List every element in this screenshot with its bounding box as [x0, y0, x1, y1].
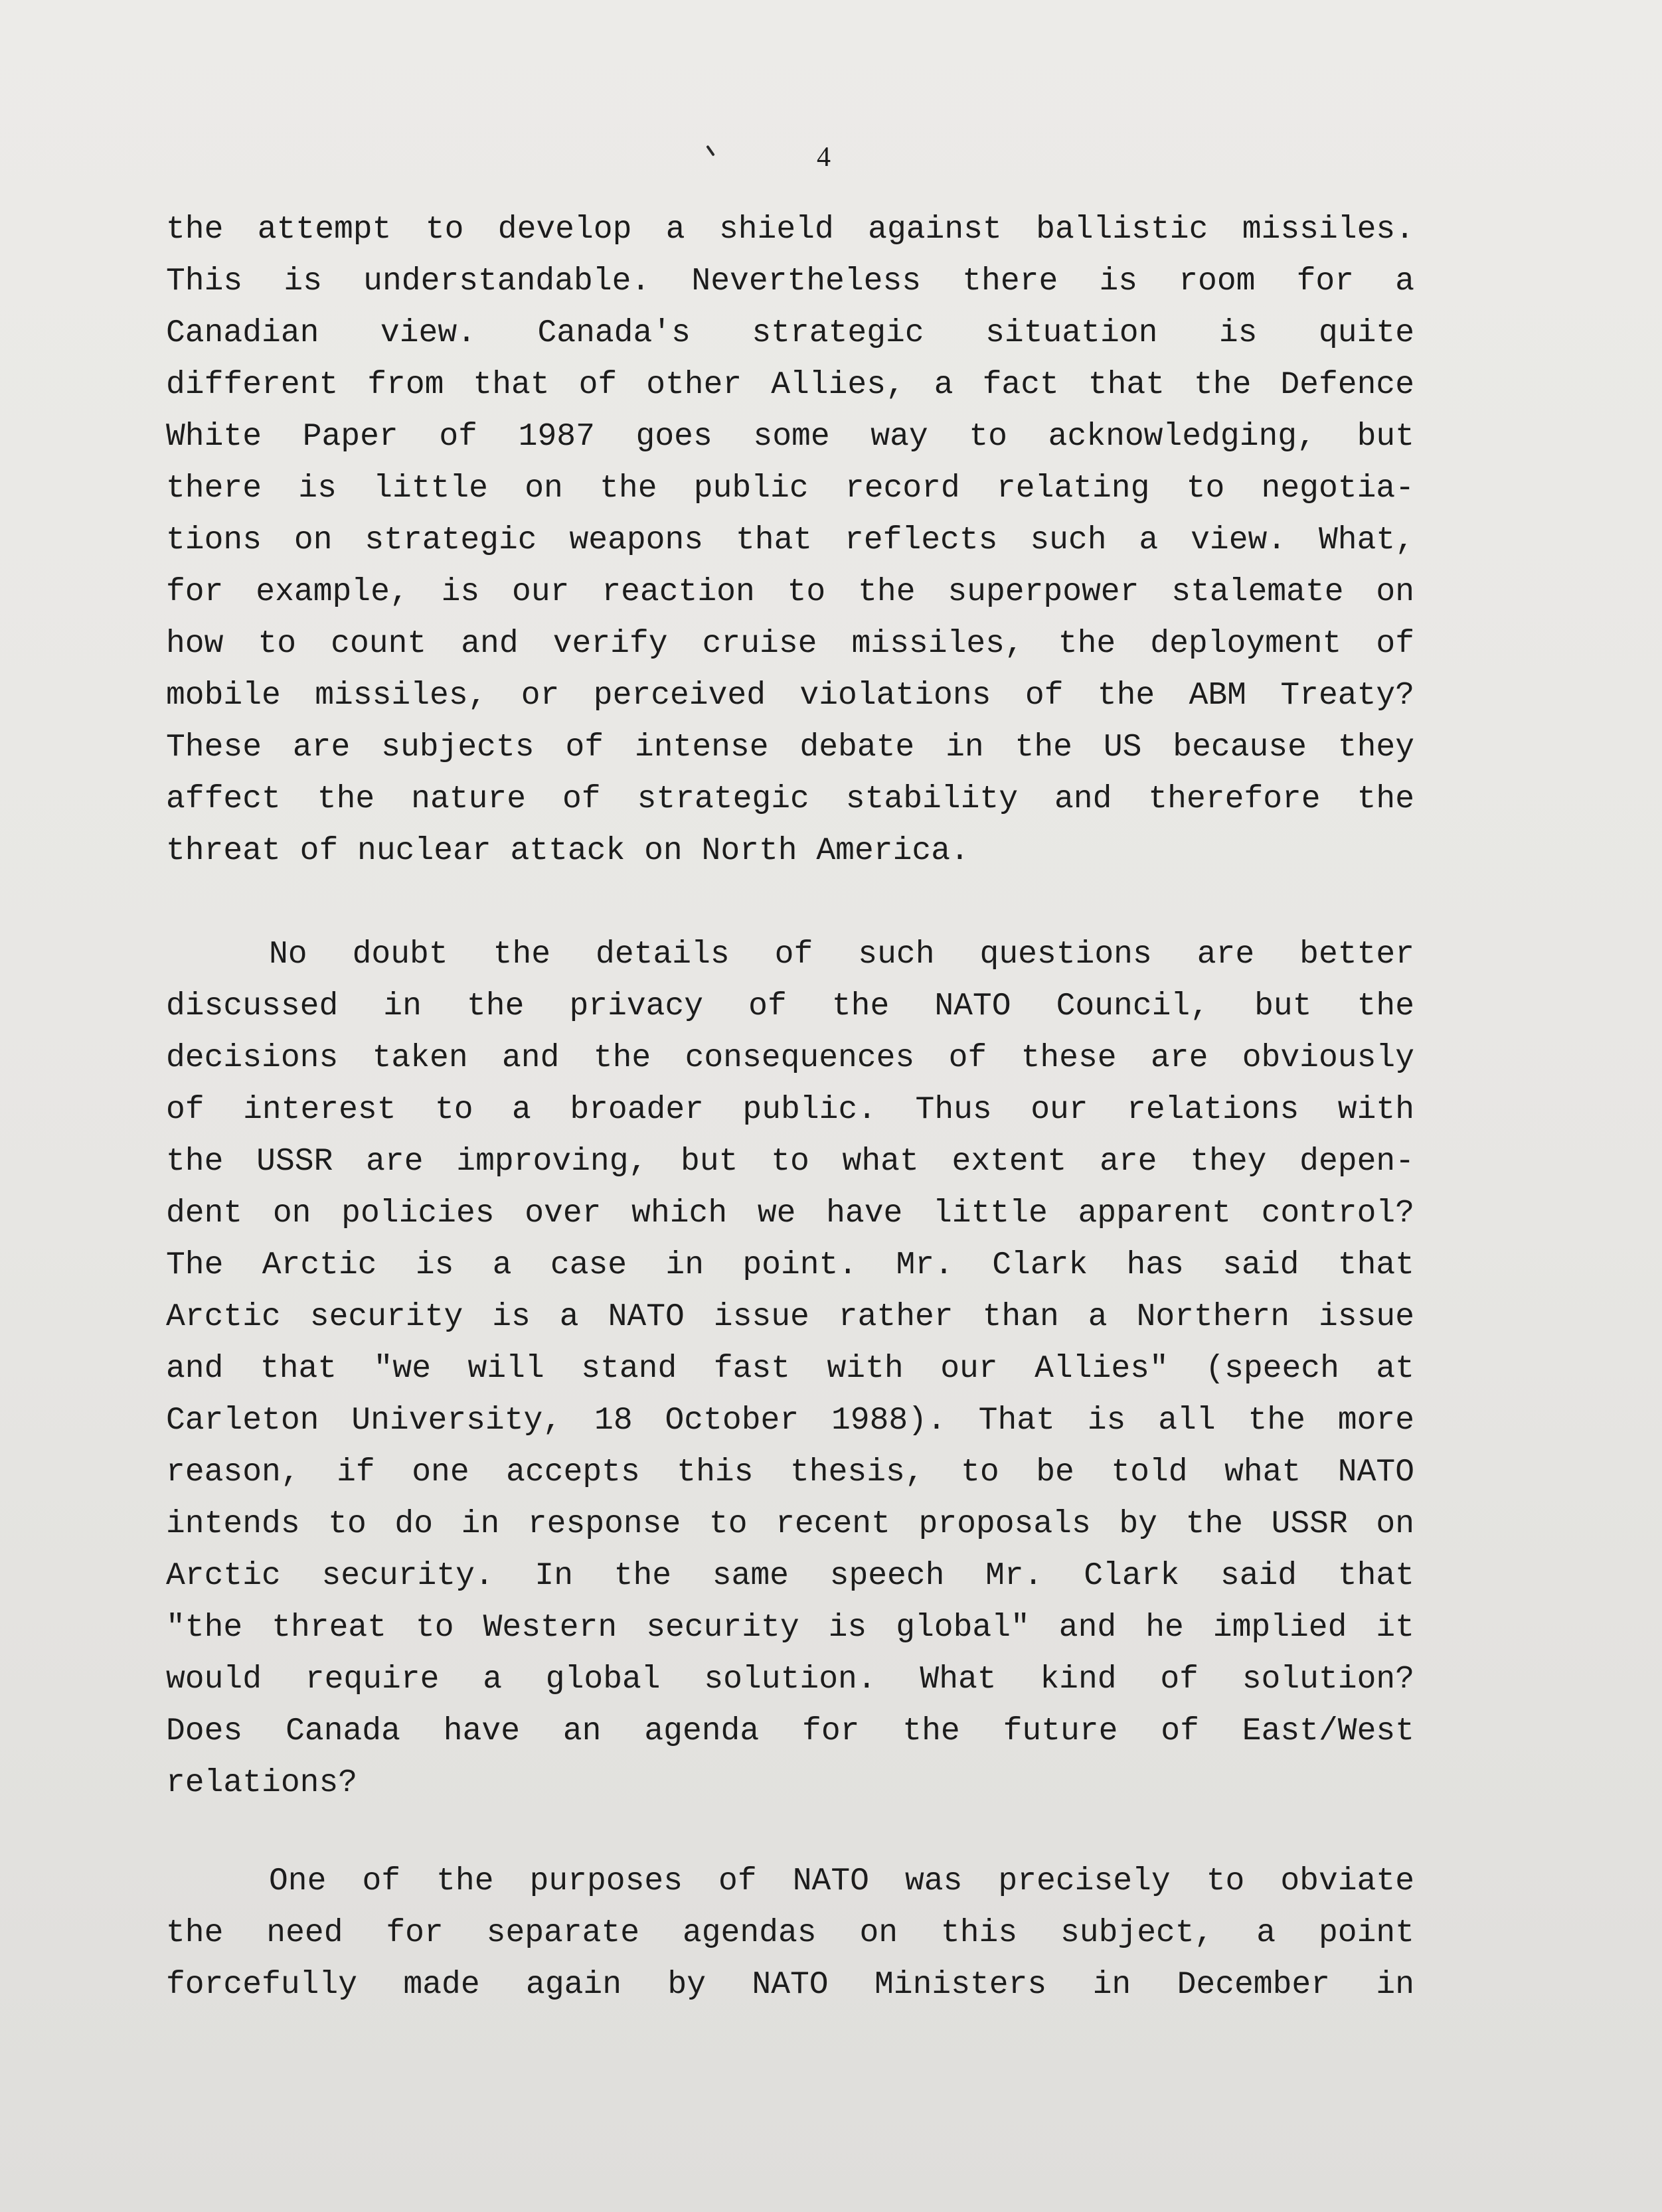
text-line: "the threat to Western security is global" and he implied it — [166, 1610, 1414, 1646]
text-line: Arctic security. In the same speech Mr. Clark said that — [166, 1558, 1414, 1594]
text-line: the need for separate agendas on this subject, a point — [166, 1915, 1414, 1951]
stray-mark — [706, 145, 715, 156]
text-line: different from that of other Allies, a fact that the Defence — [166, 367, 1414, 403]
text-line: how to count and verify cruise missiles, the deployment of — [166, 626, 1414, 662]
text-line: threat of nuclear attack on North America. — [166, 833, 969, 869]
text-line: tions on strategic weapons that reflects such a view. What, — [166, 522, 1414, 558]
text-line: Canadian view. Canada's strategic situation is quite — [166, 315, 1414, 351]
text-line: White Paper of 1987 goes some way to acknowledging, but — [166, 419, 1414, 455]
paragraph-3 — [166, 1856, 1414, 2011]
text-line: the USSR are improving, but to what extent are they depen- — [166, 1144, 1414, 1180]
page-number: 4 — [817, 142, 831, 173]
text-line: there is little on the public record relating to negotia- — [166, 471, 1414, 507]
text-line: the attempt to develop a shield against ballistic missiles. — [166, 212, 1414, 248]
text-line: No doubt the details of such questions are better — [269, 937, 1414, 973]
text-line: relations? — [166, 1765, 358, 1801]
text-line: Carleton University, 18 October 1988). That is all the more — [166, 1403, 1414, 1439]
text-line: of interest to a broader public. Thus our relations with — [166, 1092, 1414, 1128]
text-line: intends to do in response to recent proposals by the USSR on — [166, 1506, 1414, 1542]
text-line: discussed in the privacy of the NATO Council, but the — [166, 988, 1414, 1024]
text-line: reason, if one accepts this thesis, to be told what NATO — [166, 1455, 1414, 1490]
text-line: decisions taken and the consequences of these are obviously — [166, 1040, 1414, 1076]
text-line: dent on policies over which we have little apparent control? — [166, 1196, 1414, 1231]
text-line: One of the purposes of NATO was precisely to obviate — [269, 1863, 1414, 1899]
text-line: mobile missiles, or perceived violations of the ABM Treaty? — [166, 678, 1414, 714]
text-line: would require a global solution. What kind of solution? — [166, 1662, 1414, 1698]
text-line: for example, is our reaction to the superpower stalemate on — [166, 574, 1414, 610]
text-line: forcefully made again by NATO Ministers in December in — [166, 1967, 1414, 2003]
text-line: These are subjects of intense debate in the US because they — [166, 730, 1414, 765]
text-line: The Arctic is a case in point. Mr. Clark has said that — [166, 1247, 1414, 1283]
paragraph-2 — [166, 929, 1414, 1809]
text-line: and that "we will stand fast with our Allies" (speech at — [166, 1351, 1414, 1387]
text-line: affect the nature of strategic stability and therefore the — [166, 781, 1414, 817]
text-line: Arctic security is a NATO issue rather than a Northern issue — [166, 1299, 1414, 1335]
paragraph-1 — [166, 204, 1414, 877]
text-line: Does Canada have an agenda for the future of East/West — [166, 1713, 1414, 1749]
text-line: This is understandable. Nevertheless there is room for a — [166, 264, 1414, 299]
